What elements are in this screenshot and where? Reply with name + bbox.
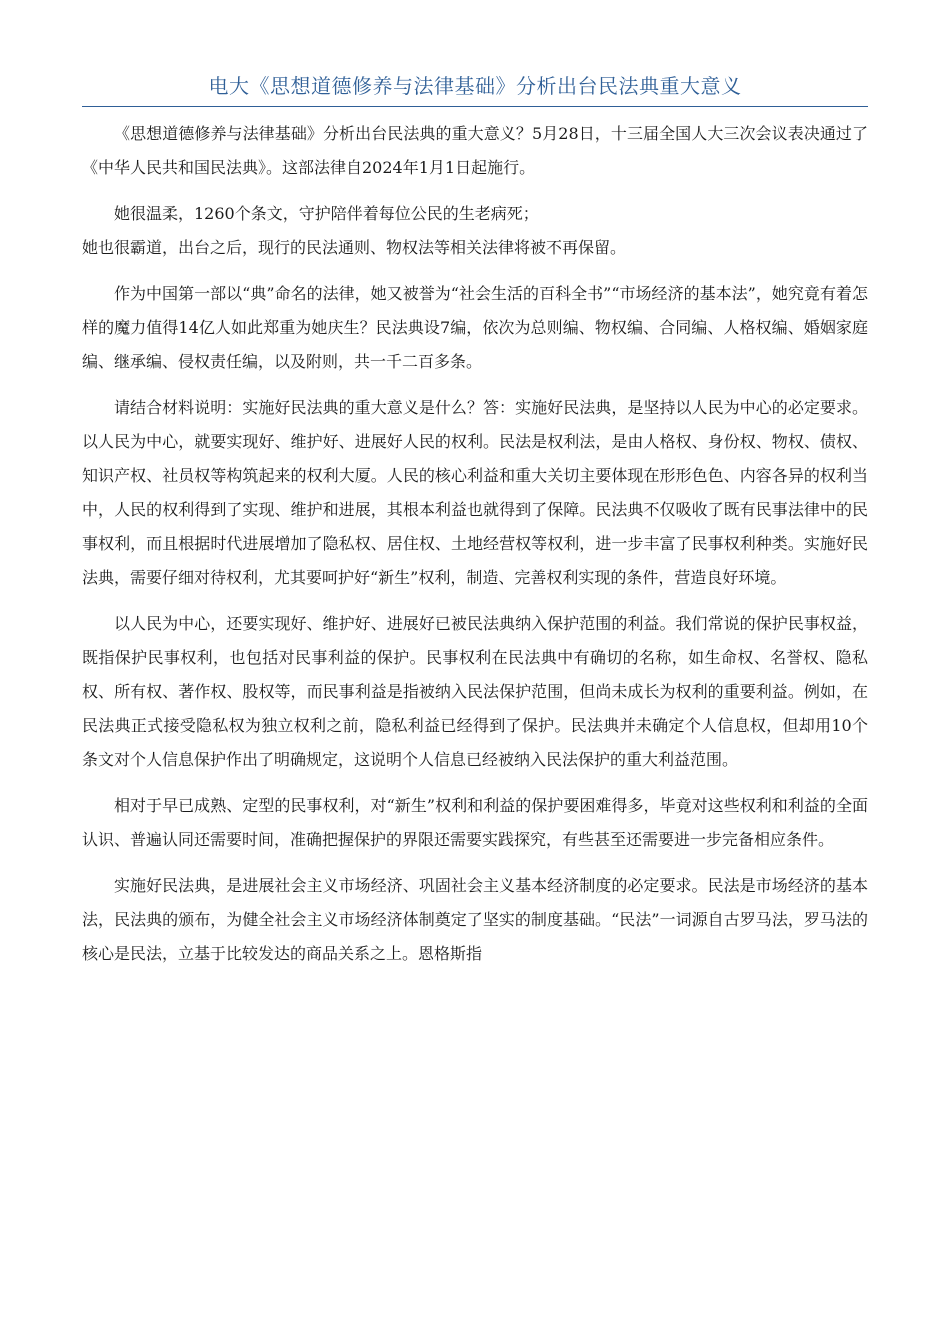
paragraph-intro: 《思想道德修养与法律基础》分析出台民法典的重大意义？5月28日，十三届全国人大三次会议表决通过了《中华人民共和国民法典》。这部法律自2024年1月1日起施行。 bbox=[82, 124, 868, 177]
paragraph-first-code: 作为中国第一部以“典”命名的法律，她又被誉为“社会生活的百科全书”“市场经济的基本法”，她究竟有着怎样的魔力值得14亿人如此郑重为她庆生？民法典设7编，依次为总则编、物权编、合同编、人格权编、婚姻家庭编、继承编、侵权责任编，以及附则，共一千二百多条。 bbox=[82, 284, 868, 371]
paragraph-dominant: 她也很霸道，出台之后，现行的民法通则、物权法等相关法律将被不再保留。 bbox=[82, 238, 627, 257]
paragraph-gentle: 她很温柔，1260个条文，守护陪伴着每位公民的生老病死； bbox=[114, 204, 539, 223]
paragraph-market-economy: 实施好民法典，是进展社会主义市场经济、巩固社会主义基本经济制度的必定要求。民法是市场经济的基本法，民法典的颁布，为健全社会主义市场经济体制奠定了坚实的制度基础。“民法”一词源自古罗马法，罗马法的核心是民法，立基于比较发达的商品关系之上。恩格斯指 bbox=[82, 876, 868, 963]
paragraph-answer: 请结合材料说明：实施好民法典的重大意义是什么？答：实施好民法典，是坚持以人民为中心的必定要求。以人民为中心，就要实现好、维护好、进展好人民的权利。民法是权利法，是由人格权、身份权、物权、债权、知识产权、社员权等构筑起来的权利大厦。人民的核心利益和重大关切主要体现在形形色色、内容各异的权利当中，人民的权利得到了实现、维护和进展，其根本利益也就得到了保障。民法典不仅吸收了既有民事法律中的民事权利，而且根据时代进展增加了隐私权、居住权、土地经营权等权利，进一步丰富了民事权利种类。实施好民法典，需要仔细对待权利，尤其要呵护好“新生”权利，制造、完善权利实现的条件，营造良好环境。 bbox=[82, 398, 868, 587]
document-title: 电大《思想道德修养与法律基础》分析出台民法典重大意义 bbox=[82, 70, 868, 107]
document-body bbox=[82, 117, 868, 971]
document-page bbox=[82, 70, 868, 983]
paragraph-interests: 以人民为中心，还要实现好、维护好、进展好已被民法典纳入保护范围的利益。我们常说的保护民事权益，既指保护民事权利，也包括对民事利益的保护。民事权利在民法典中有确切的名称，如生命权、名誉权、隐私权、所有权、著作权、股权等，而民事利益是指被纳入民法保护范围，但尚未成长为权利的重要利益。例如，在民法典正式接受隐私权为独立权利之前，隐私利益已经得到了保护。民法典并未确定个人信息权，但却用10个条文对个人信息保护作出了明确规定，这说明个人信息已经被纳入民法保护的重大利益范围。 bbox=[82, 614, 868, 769]
paragraph-new-rights: 相对于早已成熟、定型的民事权利，对“新生”权利和利益的保护要困难得多，毕竟对这些权利和利益的全面认识、普遍认同还需要时间，准确把握保护的界限还需要实践探究，有些甚至还需要进一步完备相应条件。 bbox=[82, 796, 868, 849]
